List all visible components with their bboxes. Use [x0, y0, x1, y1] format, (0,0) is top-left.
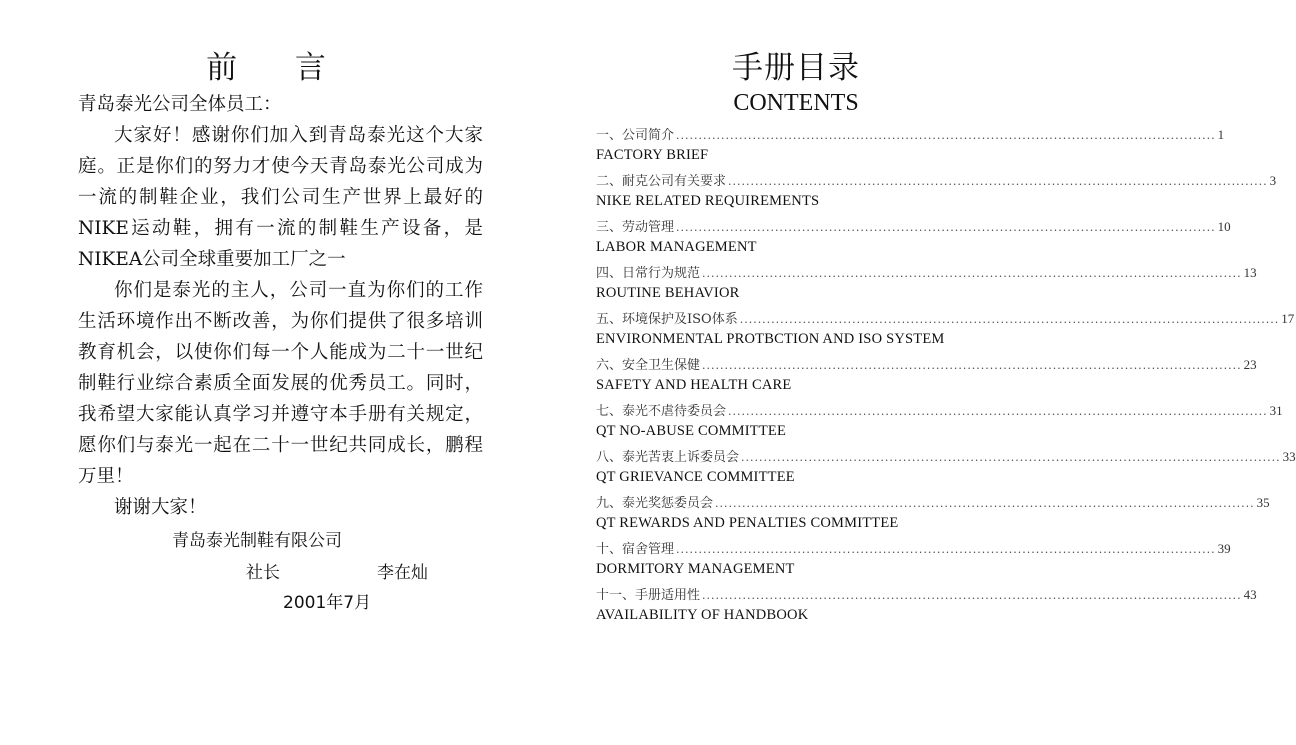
signer-name: 李在灿 [377, 563, 428, 583]
signer-position: 社长 [246, 563, 280, 583]
toc-leader-dots: ........................................................................................................................ [728, 405, 1268, 418]
toc-leader-dots: ........................................................................................................................ [715, 497, 1255, 510]
toc-page-number: 23 [1243, 357, 1257, 372]
toc-entry-chinese-title: 十、宿舍管理 [596, 542, 675, 557]
toc-entry [596, 354, 1257, 377]
preface-greeting: 青岛泰光公司全体员工： [78, 94, 282, 115]
preface-page [0, 0, 540, 745]
toc-entry-chinese-title: 三、劳动管理 [596, 220, 675, 235]
toc-entry-chinese-title: 九、泰光奖惩委员会 [596, 496, 714, 511]
toc-entry-english-title: QT REWARDS AND PENALTIES COMMITTEE [596, 515, 899, 531]
toc-leader-dots: ........................................................................................................................ [739, 313, 1280, 326]
toc-entry-english-title: DORMITORY MANAGEMENT [596, 561, 795, 577]
toc-entry [596, 492, 1270, 515]
toc-page-number: 3 [1269, 173, 1277, 188]
toc-entry-english-title: QT GRIEVANCE COMMITTEE [596, 469, 795, 485]
toc-entry [596, 170, 1277, 193]
toc-page-number: 43 [1243, 587, 1257, 602]
toc-page-number: 39 [1217, 541, 1231, 556]
toc-entry-chinese-title: 七、泰光不虐待委员会 [596, 404, 727, 419]
toc-entry-chinese-title: 一、公司简介 [596, 128, 675, 143]
toc-leader-dots: ........................................................................................................................ [676, 543, 1216, 556]
toc-entry [596, 308, 1295, 331]
company-name: 青岛泰光制鞋有限公司 [172, 531, 342, 551]
toc-entry [596, 400, 1283, 423]
contents-page [540, 0, 1296, 745]
toc-entry-english-title: AVAILABILITY OF HANDBOOK [596, 607, 809, 623]
toc-entry-english-title: NIKE RELATED REQUIREMENTS [596, 193, 820, 209]
preface-thanks: 谢谢大家！ [114, 497, 207, 518]
toc-page-number: 33 [1282, 449, 1296, 464]
toc-leader-dots: ........................................................................................................................ [728, 175, 1268, 188]
contents-list [596, 124, 1296, 630]
toc-page-number: 17 [1281, 311, 1295, 326]
toc-entry-chinese-title: 八、泰光苦衷上诉委员会 [596, 450, 740, 465]
toc-page-number: 10 [1217, 219, 1231, 234]
toc-entry [596, 446, 1296, 469]
toc-entry [596, 124, 1225, 147]
toc-leader-dots: ........................................................................................................................ [741, 451, 1281, 464]
toc-entry-chinese-title: 六、安全卫生保健 [596, 358, 701, 373]
toc-entry-chinese-title: 五、环境保护及ISO体系 [596, 312, 738, 327]
toc-page-number: 31 [1269, 403, 1283, 418]
preface-title: 前 言 [206, 50, 350, 86]
toc-entry [596, 538, 1231, 561]
contents-subtitle: CONTENTS [733, 90, 859, 116]
toc-entry-english-title: ENVIRONMENTAL PROTBCTION AND ISO SYSTEM [596, 331, 945, 347]
toc-entry [596, 262, 1257, 285]
toc-page-number: 1 [1217, 127, 1225, 142]
toc-entry-english-title: ROUTINE BEHAVIOR [596, 285, 740, 301]
toc-entry-chinese-title: 二、耐克公司有关要求 [596, 174, 727, 189]
toc-leader-dots: ........................................................................................................................ [702, 267, 1242, 280]
toc-entry [596, 216, 1231, 239]
contents-title: 手册目录 [732, 50, 860, 86]
toc-entry-chinese-title: 十一、手册适用性 [596, 588, 701, 603]
toc-entry [596, 584, 1257, 607]
toc-entry-chinese-title: 四、日常行为规范 [596, 266, 701, 281]
toc-entry-english-title: LABOR MANAGEMENT [596, 239, 757, 255]
toc-entry-english-title: QT NO-ABUSE COMMITTEE [596, 423, 787, 439]
toc-entry-english-title: FACTORY BRIEF [596, 147, 709, 163]
toc-leader-dots: ........................................................................................................................ [702, 359, 1242, 372]
toc-page-number: 13 [1243, 265, 1257, 280]
toc-leader-dots: ........................................................................................................................ [676, 221, 1216, 234]
toc-page-number: 35 [1256, 495, 1270, 510]
preface-paragraph-2: 你们是泰光的主人，公司一直为你们的工作生活环境作出不断改善，为你们提供了很多培训教育机会，以使你们每一个人能成为二十一世纪制鞋行业综合素质全面发展的优秀员工。同时，我希望大家能认真学习并遵守本手册有关规定，愿你们与泰光一起在二十一世纪共同成长，鹏程万里！ [78, 280, 483, 487]
preface-paragraph-1: 大家好！感谢你们加入到青岛泰光这个大家庭。正是你们的努力才使今天青岛泰光公司成为一流的制鞋企业，我们公司生产世界上最好的NIKE运动鞋，拥有一流的制鞋生产设备，是NIKEA公司全球重要加工厂之一 [78, 125, 483, 270]
toc-entry-english-title: SAFETY AND HEALTH CARE [596, 377, 792, 393]
preface-body [78, 89, 483, 523]
toc-leader-dots: ........................................................................................................................ [676, 129, 1216, 142]
signature-date: 2001年7月 [283, 593, 372, 613]
toc-leader-dots: ........................................................................................................................ [702, 589, 1242, 602]
